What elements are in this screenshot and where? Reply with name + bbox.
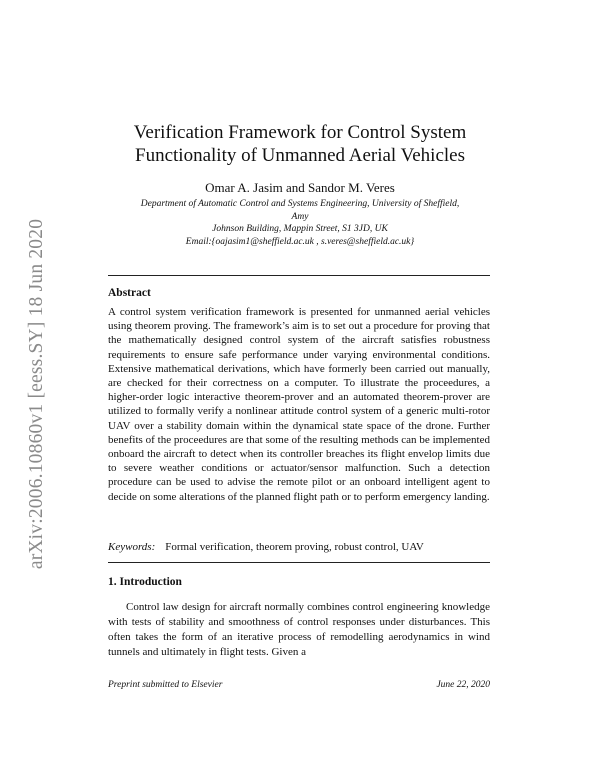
affiliation-line-1: Department of Automatic Control and Systems Engineering, University of Sheffield, Amy [140,199,460,222]
arxiv-id: arXiv:2006.10860v1 [eess.SY] 18 Jun 2020 [26,218,47,570]
paper-title [100,121,500,167]
footer-preprint-note: Preprint submitted to Elsevier [108,680,223,690]
keywords-label: Keywords: [108,541,156,553]
abstract-bottom-rule [108,562,490,563]
paper-title-line-1: Verification Framework for Control System [133,122,467,143]
keywords-text: Formal verification, theorem proving, robust control, UAV [165,541,424,553]
introduction-paragraph: Control law design for aircraft normally combines control engineering knowledge with tests of stability and smoothness of control responses under disturbances. This often takes the form of an iterative process of remodelling aerodynamics in wind tunnels and ultimately in flight tests. Given a [108,601,490,658]
abstract-text: A control system verification framework is presented for unmanned aerial vehicles using theorem proving. The framework’s aim is to set out a procedure for proving that the mathematically designed control system of the aircraft satisfies robustness requirements to ensure safe performance under varying environmental conditions. Extensive mathematical derivations, which have formerly been carried out manually, are checked for their correctness on a computer. To illustrate the proceedures, a higher-order logic interactive theorem-prover and an automated theorem-prover are utilized to formally verify a nonlinear attitude control system of a generic multi-rotor UAV over a stability domain within the dynamical state space of the drone. Further benefits of the proceedures are that some of the resulting methods can be implemented onboard the aircraft to detect when its controller breaches its flight envelop limits due to severe weather conditions or actuator/sensor malfunction. Such a detection procedure can be used to advise the remote pilot or an onboard intelligent agent to decide on some alterations of the planned flight path or to perform emergency landing. [108,306,490,503]
section-heading-introduction: 1. Introduction [108,576,182,588]
affiliation-line-2: Johnson Building, Mappin Street, S1 3JD, UK [212,224,388,234]
keywords [108,541,490,553]
affiliation-email: Email:{oajasim1@sheffield.ac.uk , s.veres@sheffield.ac.uk} [185,236,415,247]
paper-title-line-2: Functionality of Unmanned Aerial Vehicles [135,145,465,166]
paper-authors: Omar A. Jasim and Sandor M. Veres [205,180,395,195]
arxiv-sidebar-stamp [24,200,50,588]
abstract-top-rule [108,275,490,276]
abstract-heading: Abstract [108,287,151,299]
paper-affiliation [140,198,460,248]
footer-date: June 22, 2020 [436,680,490,690]
